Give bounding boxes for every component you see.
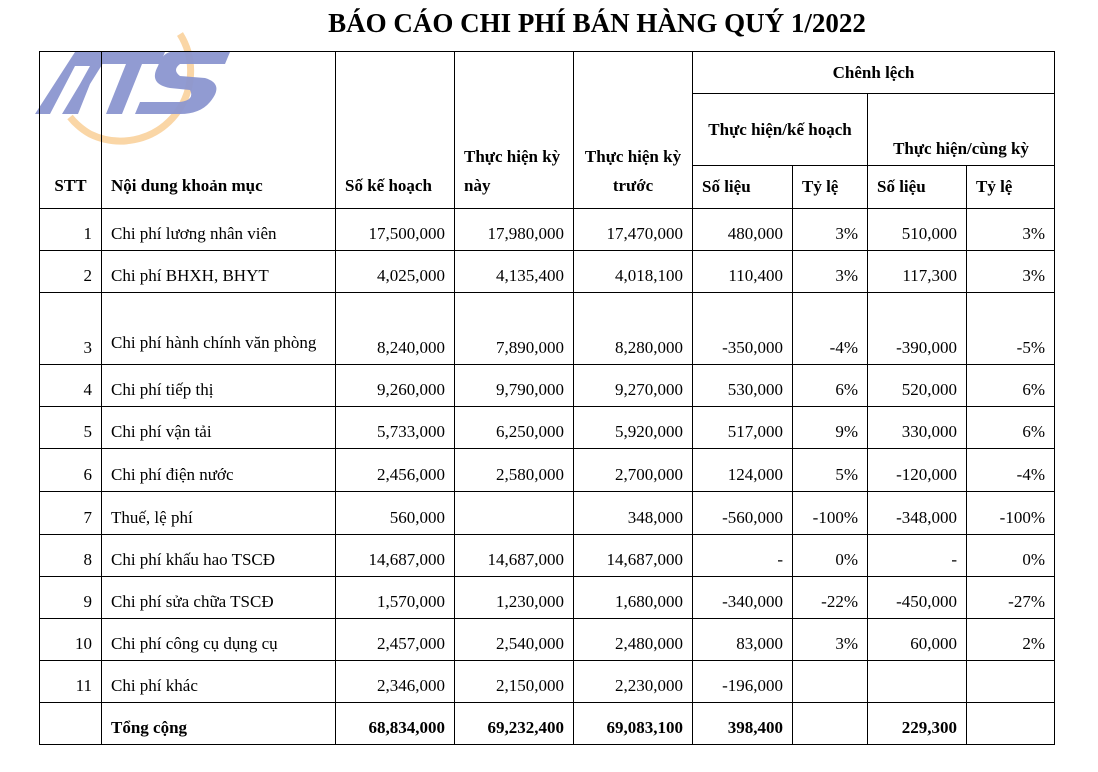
header-previous: Thực hiện kỳ trước xyxy=(574,52,693,209)
cell-diff-plan: 398,400 xyxy=(693,703,793,745)
table-row xyxy=(40,365,1055,407)
cell-plan: 1,570,000 xyxy=(336,577,455,619)
cell-stt: 11 xyxy=(40,661,102,703)
table-row xyxy=(40,577,1055,619)
cell-stt: 10 xyxy=(40,619,102,661)
cell-previous: 2,230,000 xyxy=(574,661,693,703)
cell-actual: 2,580,000 xyxy=(455,449,574,492)
cell-actual xyxy=(455,492,574,535)
cell-actual: 17,980,000 xyxy=(455,209,574,251)
cell-ratio-plan: 3% xyxy=(793,209,868,251)
cell-ratio-same: -5% xyxy=(967,293,1055,365)
cell-ratio-plan: -100% xyxy=(793,492,868,535)
cell-name: Chi phí công cụ dụng cụ xyxy=(102,619,336,661)
header-name: Nội dung khoản mục xyxy=(102,52,336,209)
header-amount-plan: Số liệu xyxy=(693,166,793,209)
cell-diff-same: 330,000 xyxy=(868,407,967,449)
cell-diff-plan: 83,000 xyxy=(693,619,793,661)
table-row xyxy=(40,209,1055,251)
header-diff-group: Chênh lệch xyxy=(693,52,1055,94)
header-ratio-plan: Tỷ lệ xyxy=(793,166,868,209)
cell-ratio-same: -27% xyxy=(967,577,1055,619)
table-row xyxy=(40,407,1055,449)
cell-plan: 8,240,000 xyxy=(336,293,455,365)
cell-stt: 9 xyxy=(40,577,102,619)
cell-plan: 14,687,000 xyxy=(336,535,455,577)
cell-diff-plan: -196,000 xyxy=(693,661,793,703)
expense-report-table xyxy=(39,51,1055,745)
cell-diff-same: -120,000 xyxy=(868,449,967,492)
header-amount-same: Số liệu xyxy=(868,166,967,209)
cell-actual: 9,790,000 xyxy=(455,365,574,407)
header-vs-plan: Thực hiện/kế hoạch xyxy=(693,94,868,166)
cell-diff-plan: -340,000 xyxy=(693,577,793,619)
cell-plan: 560,000 xyxy=(336,492,455,535)
cell-ratio-plan: 5% xyxy=(793,449,868,492)
cell-diff-same: 520,000 xyxy=(868,365,967,407)
cell-actual: 7,890,000 xyxy=(455,293,574,365)
header-stt: STT xyxy=(40,52,102,209)
cell-diff-same: -450,000 xyxy=(868,577,967,619)
cell-actual: 2,150,000 xyxy=(455,661,574,703)
cell-ratio-plan: -4% xyxy=(793,293,868,365)
cell-diff-plan: 517,000 xyxy=(693,407,793,449)
cell-name: Chi phí hành chính văn phòng xyxy=(102,293,336,365)
cell-plan: 68,834,000 xyxy=(336,703,455,745)
cell-diff-plan: - xyxy=(693,535,793,577)
cell-previous: 14,687,000 xyxy=(574,535,693,577)
cell-name: Chi phí lương nhân viên xyxy=(102,209,336,251)
report-title: BÁO CÁO CHI PHÍ BÁN HÀNG QUÝ 1/2022 xyxy=(328,8,866,38)
table-row xyxy=(40,661,1055,703)
cell-actual: 2,540,000 xyxy=(455,619,574,661)
cell-name: Chi phí tiếp thị xyxy=(102,365,336,407)
cell-ratio-same: -100% xyxy=(967,492,1055,535)
cell-diff-same: 117,300 xyxy=(868,251,967,293)
cell-diff-plan: -560,000 xyxy=(693,492,793,535)
table-row xyxy=(40,293,1055,365)
header-actual: Thực hiện kỳ này xyxy=(455,52,574,209)
cell-previous: 69,083,100 xyxy=(574,703,693,745)
cell-diff-same: - xyxy=(868,535,967,577)
cell-diff-same: 60,000 xyxy=(868,619,967,661)
cell-plan: 2,457,000 xyxy=(336,619,455,661)
cell-plan: 5,733,000 xyxy=(336,407,455,449)
cell-ratio-same: 3% xyxy=(967,209,1055,251)
cell-previous: 2,480,000 xyxy=(574,619,693,661)
cell-name: Tổng cộng xyxy=(102,703,336,745)
cell-plan: 17,500,000 xyxy=(336,209,455,251)
cell-name: Thuế, lệ phí xyxy=(102,492,336,535)
cell-plan: 9,260,000 xyxy=(336,365,455,407)
cell-ratio-same: 2% xyxy=(967,619,1055,661)
cell-ratio-same xyxy=(967,703,1055,745)
cell-ratio-plan: 0% xyxy=(793,535,868,577)
cell-name: Chi phí sửa chữa TSCĐ xyxy=(102,577,336,619)
cell-ratio-plan: 3% xyxy=(793,619,868,661)
cell-actual: 6,250,000 xyxy=(455,407,574,449)
cell-stt: 2 xyxy=(40,251,102,293)
cell-ratio-plan xyxy=(793,703,868,745)
cell-previous: 4,018,100 xyxy=(574,251,693,293)
cell-diff-plan: 124,000 xyxy=(693,449,793,492)
table-row xyxy=(40,619,1055,661)
cell-name: Chi phí vận tải xyxy=(102,407,336,449)
cell-previous: 1,680,000 xyxy=(574,577,693,619)
cell-diff-plan: -350,000 xyxy=(693,293,793,365)
cell-previous: 5,920,000 xyxy=(574,407,693,449)
cell-stt xyxy=(40,703,102,745)
cell-ratio-plan: 3% xyxy=(793,251,868,293)
cell-diff-plan: 480,000 xyxy=(693,209,793,251)
header-ratio-same: Tỷ lệ xyxy=(967,166,1055,209)
cell-plan: 4,025,000 xyxy=(336,251,455,293)
cell-ratio-plan xyxy=(793,661,868,703)
cell-previous: 348,000 xyxy=(574,492,693,535)
cell-diff-same: 229,300 xyxy=(868,703,967,745)
cell-diff-plan: 530,000 xyxy=(693,365,793,407)
cell-name: Chi phí khấu hao TSCĐ xyxy=(102,535,336,577)
cell-name: Chi phí điện nước xyxy=(102,449,336,492)
cell-ratio-plan: 9% xyxy=(793,407,868,449)
cell-ratio-plan: -22% xyxy=(793,577,868,619)
cell-actual: 14,687,000 xyxy=(455,535,574,577)
cell-plan: 2,456,000 xyxy=(336,449,455,492)
cell-ratio-same: 6% xyxy=(967,407,1055,449)
table-row xyxy=(40,251,1055,293)
cell-previous: 17,470,000 xyxy=(574,209,693,251)
cell-stt: 1 xyxy=(40,209,102,251)
cell-stt: 7 xyxy=(40,492,102,535)
cell-stt: 4 xyxy=(40,365,102,407)
cell-ratio-same: -4% xyxy=(967,449,1055,492)
cell-ratio-same xyxy=(967,661,1055,703)
cell-ratio-same: 6% xyxy=(967,365,1055,407)
cell-stt: 5 xyxy=(40,407,102,449)
cell-actual: 4,135,400 xyxy=(455,251,574,293)
cell-name: Chi phí khác xyxy=(102,661,336,703)
cell-plan: 2,346,000 xyxy=(336,661,455,703)
cell-previous: 2,700,000 xyxy=(574,449,693,492)
header-vs-same: Thực hiện/cùng kỳ xyxy=(868,94,1055,166)
cell-ratio-plan: 6% xyxy=(793,365,868,407)
cell-stt: 6 xyxy=(40,449,102,492)
cell-diff-same: -348,000 xyxy=(868,492,967,535)
cell-actual: 69,232,400 xyxy=(455,703,574,745)
cell-stt: 3 xyxy=(40,293,102,365)
cell-diff-same: -390,000 xyxy=(868,293,967,365)
cell-diff-same: 510,000 xyxy=(868,209,967,251)
table-row xyxy=(40,492,1055,535)
table-row xyxy=(40,449,1055,492)
cell-ratio-same: 3% xyxy=(967,251,1055,293)
total-row xyxy=(40,703,1055,745)
cell-name: Chi phí BHXH, BHYT xyxy=(102,251,336,293)
table-row xyxy=(40,535,1055,577)
cell-diff-same xyxy=(868,661,967,703)
cell-stt: 8 xyxy=(40,535,102,577)
cell-previous: 9,270,000 xyxy=(574,365,693,407)
cell-previous: 8,280,000 xyxy=(574,293,693,365)
cell-ratio-same: 0% xyxy=(967,535,1055,577)
cell-diff-plan: 110,400 xyxy=(693,251,793,293)
table-body xyxy=(40,209,1055,745)
cell-actual: 1,230,000 xyxy=(455,577,574,619)
header-plan: Số kế hoạch xyxy=(336,52,455,209)
